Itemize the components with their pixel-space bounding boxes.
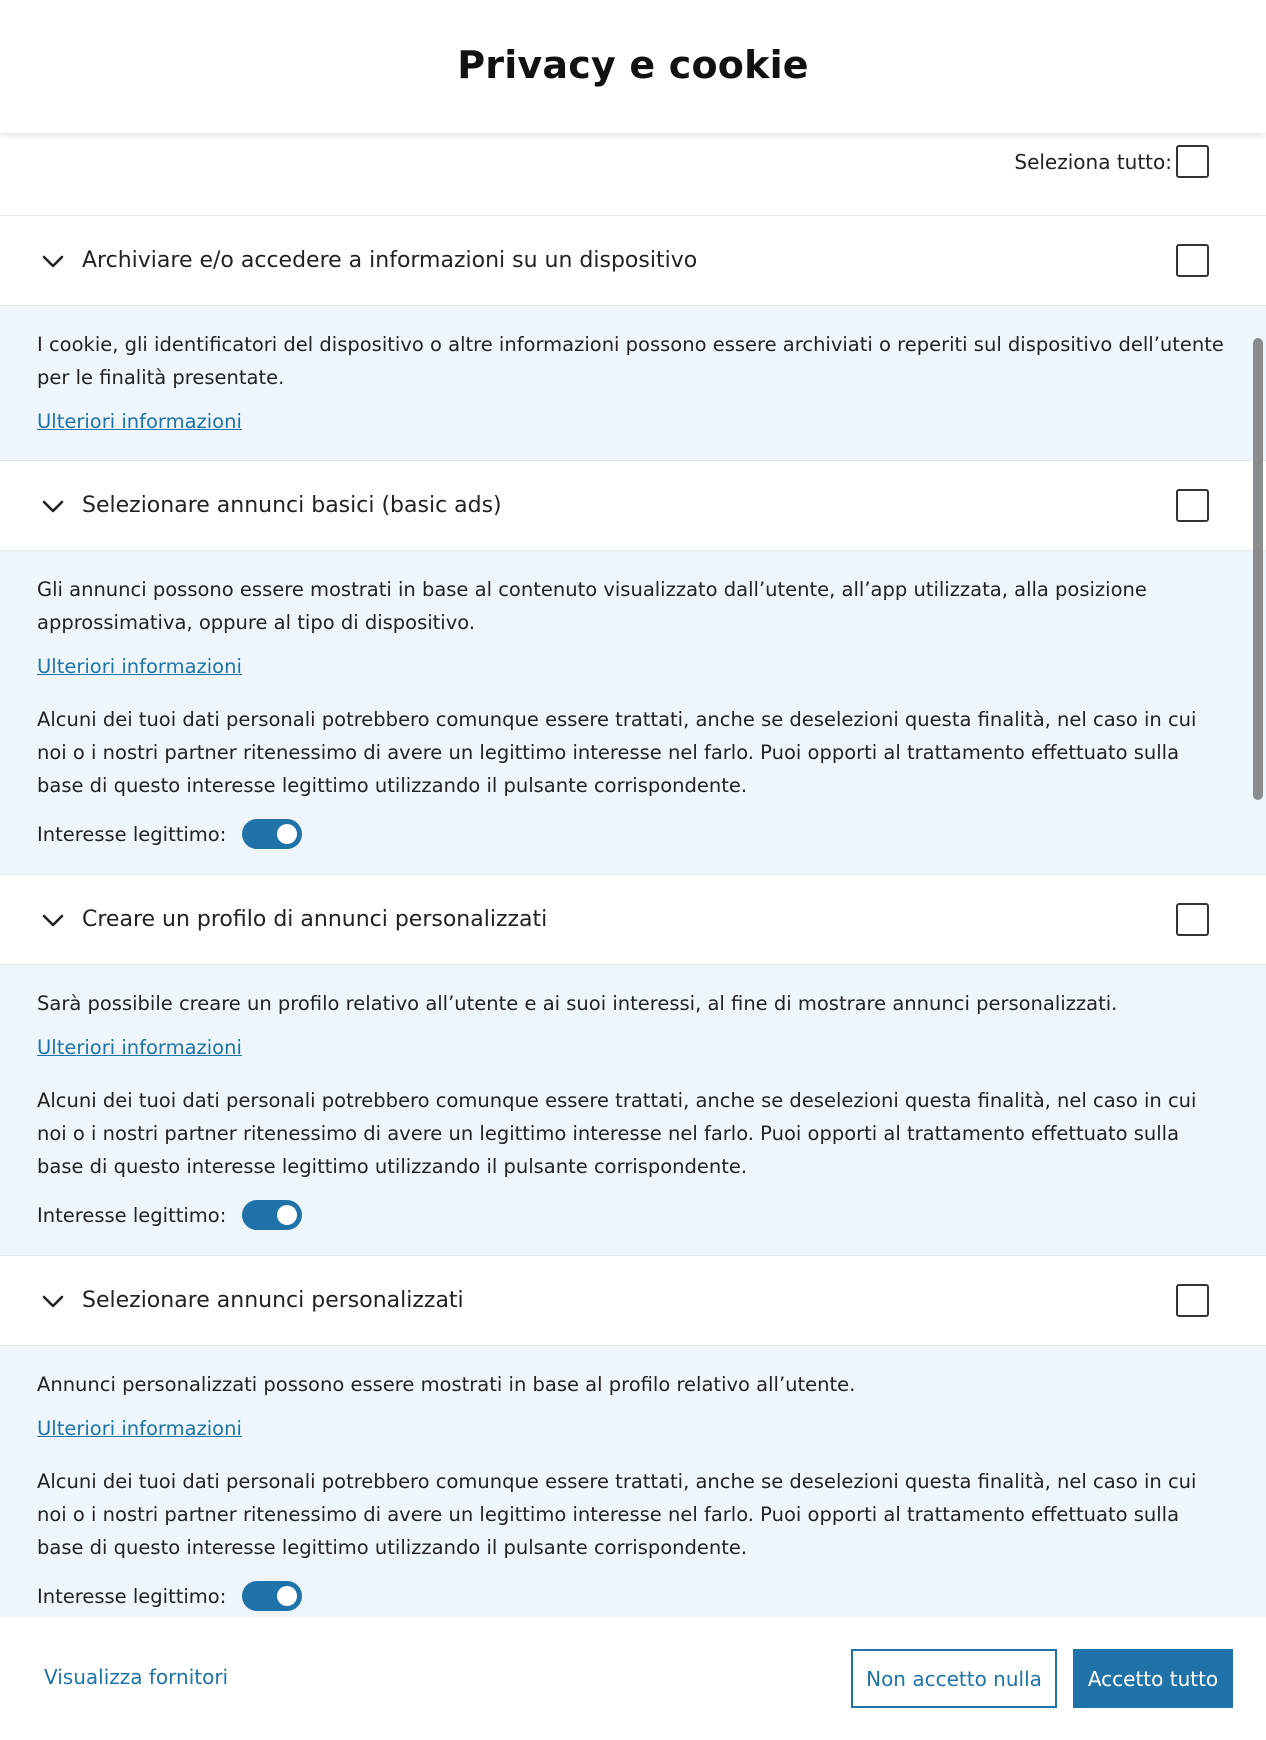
legitimate-interest-row [37, 1199, 1226, 1231]
purpose-checkbox-personalised-ads[interactable] [1176, 1284, 1209, 1317]
accept-all-button[interactable]: Accetto tutto [1073, 1649, 1233, 1708]
purpose-details-personalised-ads [0, 1346, 1266, 1617]
reject-all-button[interactable]: Non accetto nulla [851, 1649, 1057, 1708]
chevron-down-icon[interactable] [40, 496, 66, 516]
purpose-checkbox-storage[interactable] [1176, 244, 1209, 277]
chevron-down-icon[interactable] [40, 910, 66, 930]
purpose-header-personalised-ads[interactable] [0, 1256, 1266, 1346]
purpose-title: Archiviare e/o accedere a informazioni su un dispositivo [82, 248, 698, 273]
legitimate-interest-note: Alcuni dei tuoi dati personali potrebbero comunque essere trattati, anche se deselezioni questa finalità, nel caso in cui noi o i nostri partner ritenessimo di avere un legittimo interesse nel farlo. Puoi opporti al trattamento effettuato sulla base di questo interesse legittimo utilizzando il pulsante corrispondente. [37, 1470, 1197, 1559]
legitimate-interest-note: Alcuni dei tuoi dati personali potrebbero comunque essere trattati, anche se deselezioni questa finalità, nel caso in cui noi o i nostri partner ritenessimo di avere un legittimo interesse nel farlo. Puoi opporti al trattamento effettuato sulla base di questo interesse legittimo utilizzando il pulsante corrispondente. [37, 1089, 1197, 1178]
more-info-link[interactable]: Ulteriori informazioni [37, 1036, 242, 1059]
legitimate-interest-note: Alcuni dei tuoi dati personali potrebbero comunque essere trattati, anche se deselezioni questa finalità, nel caso in cui noi o i nostri partner ritenessimo di avere un legittimo interesse nel farlo. Puoi opporti al trattamento effettuato sulla base di questo interesse legittimo utilizzando il pulsante corrispondente. [37, 708, 1197, 797]
purpose-checkbox-ad-profile[interactable] [1176, 903, 1209, 936]
legitimate-interest-toggle[interactable] [242, 1200, 302, 1230]
more-info-link[interactable]: Ulteriori informazioni [37, 655, 242, 678]
select-all-row [0, 133, 1266, 216]
dialog-header [0, 0, 1266, 133]
page-title: Privacy e cookie [457, 42, 809, 87]
more-info-link[interactable]: Ulteriori informazioni [37, 410, 242, 433]
toggle-knob [277, 1586, 297, 1606]
legitimate-interest-row [37, 818, 1226, 850]
purpose-details-ad-profile [0, 965, 1266, 1256]
purpose-description: Sarà possibile creare un profilo relativo all’utente e ai suoi interessi, al fine di mostrare annunci personalizzati. [37, 992, 1118, 1015]
select-all-checkbox[interactable] [1176, 145, 1209, 178]
toggle-knob [277, 1205, 297, 1225]
more-info-link[interactable]: Ulteriori informazioni [37, 1417, 242, 1440]
chevron-down-icon[interactable] [40, 251, 66, 271]
purposes-scroll-area[interactable] [0, 133, 1266, 1617]
purpose-title: Creare un profilo di annunci personalizzati [82, 907, 548, 932]
purpose-header-basic-ads[interactable] [0, 461, 1266, 551]
legitimate-interest-toggle[interactable] [242, 1581, 302, 1611]
purpose-title: Selezionare annunci basici (basic ads) [82, 493, 502, 518]
purpose-details-storage [0, 306, 1266, 461]
legitimate-interest-toggle[interactable] [242, 819, 302, 849]
view-vendors-link[interactable]: Visualizza fornitori [44, 1665, 229, 1689]
legitimate-interest-label: Interesse legittimo: [37, 1203, 227, 1227]
scrollbar-thumb[interactable] [1253, 338, 1263, 800]
dialog-footer [0, 1617, 1266, 1740]
purpose-description: I cookie, gli identificatori del dispositivo o altre informazioni possono essere archiviati o reperiti sul dispositivo dell’utente per le finalità presentate. [37, 333, 1224, 389]
legitimate-interest-label: Interesse legittimo: [37, 1584, 227, 1608]
chevron-down-icon[interactable] [40, 1291, 66, 1311]
purpose-title: Selezionare annunci personalizzati [82, 1288, 464, 1313]
purpose-description: Annunci personalizzati possono essere mostrati in base al profilo relativo all’utente. [37, 1373, 856, 1396]
purpose-header-storage[interactable] [0, 216, 1266, 306]
legitimate-interest-label: Interesse legittimo: [37, 822, 227, 846]
legitimate-interest-row [37, 1580, 1226, 1612]
purpose-details-basic-ads [0, 551, 1266, 875]
purpose-checkbox-basic-ads[interactable] [1176, 489, 1209, 522]
purpose-description: Gli annunci possono essere mostrati in base al contenuto visualizzato dall’utente, all’app utilizzata, alla posizione approssimativa, oppure al tipo di dispositivo. [37, 578, 1147, 634]
purpose-header-ad-profile[interactable] [0, 875, 1266, 965]
toggle-knob [277, 824, 297, 844]
select-all-label: Seleziona tutto: [1014, 150, 1172, 174]
